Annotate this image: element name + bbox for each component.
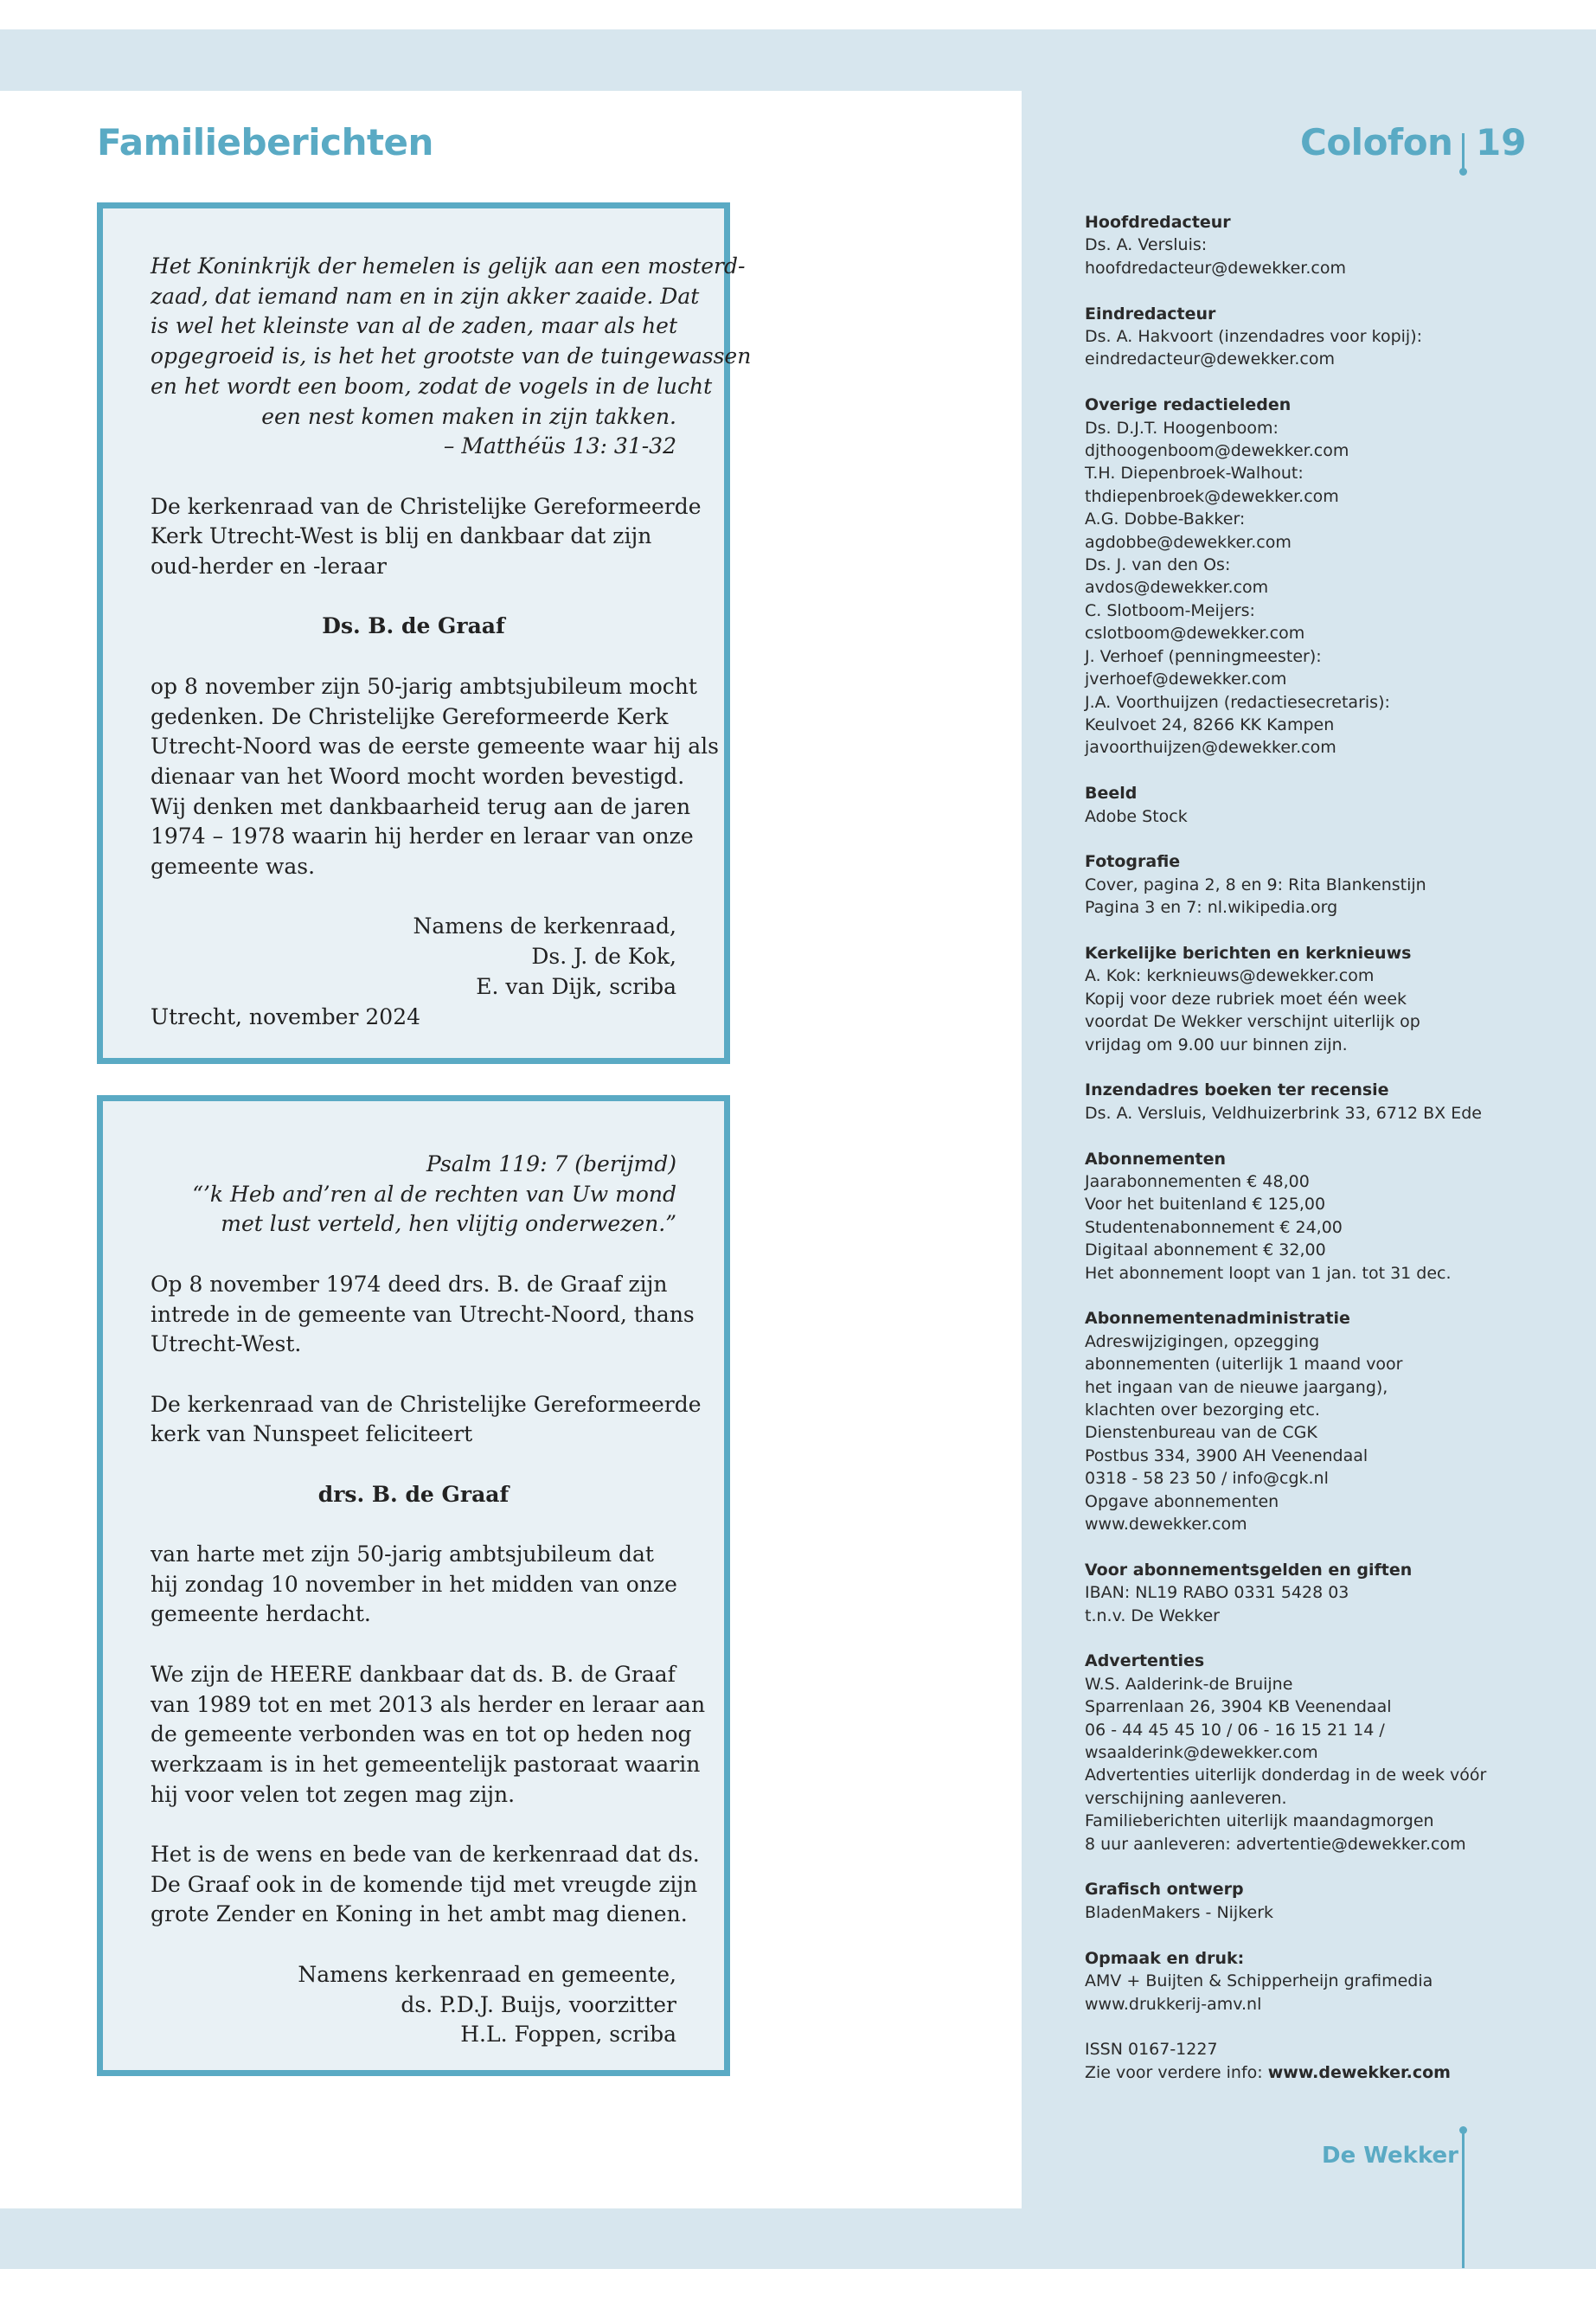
website-link[interactable]: www.dewekker.com bbox=[1267, 2062, 1451, 2082]
text-line: van harte met zijn 50-jarig ambtsjubileum dat bbox=[151, 1541, 654, 1567]
colofon-section bbox=[1085, 1307, 1569, 1535]
text-line: Het is de wens en bede van de kerkenraad dat ds. bbox=[151, 1842, 700, 1868]
signature-line: H.L. Foppen, scriba bbox=[460, 2022, 676, 2048]
colofon-section bbox=[1085, 1947, 1569, 2016]
colofon-line: djthoogenboom@dewekker.com bbox=[1085, 441, 1349, 461]
colofon-section bbox=[1085, 303, 1569, 371]
colofon-line: Ds. J. van den Os: bbox=[1085, 555, 1231, 575]
text-line: gedenken. De Christelijke Gereformeerde Kerk bbox=[151, 703, 669, 729]
top-band bbox=[0, 29, 1596, 91]
colofon-line: Digitaal abonnement € 32,00 bbox=[1085, 1240, 1326, 1260]
text-line: grote Zender en Koning in het ambt mag dienen. bbox=[151, 1901, 688, 1927]
colofon-line: Dienstenbureau van de CGK bbox=[1085, 1423, 1317, 1443]
colofon-section bbox=[1085, 1559, 1569, 1627]
colofon-line: IBAN: NL19 RABO 0331 5428 03 bbox=[1085, 1583, 1349, 1603]
colofon-line: BladenMakers - Nijkerk bbox=[1085, 1902, 1274, 1922]
colofon-line: AMV + Buijten & Schipperheijn grafimedia bbox=[1085, 1971, 1433, 1991]
text-line: 1974 – 1978 waarin hij herder en leraar van onze bbox=[151, 824, 694, 849]
quote-line: is wel het kleinste van al de zaden, maar als het bbox=[151, 313, 678, 339]
colofon-section-title: Eindredacteur bbox=[1085, 304, 1216, 324]
colofon-line: Ds. D.J.T. Hoogenboom: bbox=[1085, 418, 1279, 438]
colofon-line: klachten over bezorging etc. bbox=[1085, 1400, 1320, 1420]
text-line: Utrecht-West. bbox=[151, 1331, 302, 1357]
colofon-section-title: Fotografie bbox=[1085, 852, 1181, 872]
text-line: hij zondag 10 november in het midden van onze bbox=[151, 1571, 677, 1597]
signature-line: E. van Dijk, scriba bbox=[476, 973, 676, 999]
colofon-section-title: Grafisch ontwerp bbox=[1085, 1880, 1244, 1900]
colofon-section-title: Hoofdredacteur bbox=[1085, 213, 1231, 232]
notice-paragraph bbox=[151, 1390, 702, 1450]
signature-line: Ds. J. de Kok, bbox=[531, 944, 676, 970]
family-notice-2 bbox=[97, 1095, 730, 2076]
colofon-line: Postbus 334, 3900 AH Veenendaal bbox=[1085, 1445, 1368, 1465]
colofon-line: C. Slotboom-Meijers: bbox=[1085, 600, 1255, 620]
colofon-line: Jaarabonnementen € 48,00 bbox=[1085, 1171, 1310, 1191]
quote-line: en het wordt een boom, zodat de vogels in de lucht bbox=[151, 373, 713, 399]
colofon-line: voordat De Wekker verschijnt uiterlijk op bbox=[1085, 1012, 1420, 1032]
text-line: kerk van Nunspeet feliciteert bbox=[151, 1421, 473, 1447]
colofon-line: verschijning aanleveren. bbox=[1085, 1788, 1287, 1808]
colofon-line: Studentenabonnement € 24,00 bbox=[1085, 1217, 1343, 1237]
more-info bbox=[1085, 2061, 1569, 2084]
notice-paragraph bbox=[151, 1660, 706, 1811]
family-notice-1 bbox=[97, 202, 752, 1064]
colofon-line: eindredacteur@dewekker.com bbox=[1085, 349, 1335, 369]
colofon-line: J. Verhoef (penningmeester): bbox=[1085, 646, 1322, 666]
colofon-line: Pagina 3 en 7: nl.wikipedia.org bbox=[1085, 898, 1338, 918]
text-line: intrede in de gemeente van Utrecht-Noord, thans bbox=[151, 1301, 695, 1327]
colofon-line: jverhoef@dewekker.com bbox=[1085, 670, 1287, 689]
text-line: Op 8 november 1974 deed drs. B. de Graaf zijn bbox=[151, 1271, 668, 1297]
colofon-line: Advertenties uiterlijk donderdag in de week vóór bbox=[1085, 1766, 1487, 1785]
colofon-line: Familieberichten uiterlijk maandagmorgen bbox=[1085, 1811, 1434, 1831]
colofon-section bbox=[1085, 1148, 1569, 1285]
colofon-line: wsaalderink@dewekker.com bbox=[1085, 1743, 1318, 1763]
quote-line: “’k Heb and’ren al de rechten van Uw mond bbox=[192, 1181, 676, 1207]
colofon-section-title: Kerkelijke berichten en kerknieuws bbox=[1085, 943, 1412, 963]
colofon-line: Adreswijzigingen, opzegging bbox=[1085, 1331, 1320, 1351]
colofon-line: cslotboom@dewekker.com bbox=[1085, 624, 1305, 644]
text-line: gemeente was. bbox=[151, 854, 316, 880]
more-info-text: Zie voor verdere info: bbox=[1085, 2062, 1268, 2082]
quote-line: met lust verteld, hen vlijtig onderwezen.” bbox=[221, 1211, 676, 1237]
text-line: gemeente herdacht. bbox=[151, 1601, 371, 1627]
text-line: We zijn de HEERE dankbaar dat ds. B. de Graaf bbox=[151, 1661, 676, 1687]
quote-reference: – Matthéüs 13: 31-32 bbox=[443, 433, 676, 459]
text-line: De Graaf ook in de komende tijd met vreugde zijn bbox=[151, 1871, 698, 1897]
header-divider bbox=[1462, 133, 1465, 171]
text-line: Utrecht-Noord was de eerste gemeente waar hij als bbox=[151, 734, 719, 760]
colofon-line: 0318 - 58 23 50 / info@cgk.nl bbox=[1085, 1469, 1329, 1489]
jubilee-name: drs. B. de Graaf bbox=[317, 1481, 510, 1507]
colofon-line: Sparrenlaan 26, 3904 KB Veenendaal bbox=[1085, 1697, 1392, 1717]
colofon-section-title: Beeld bbox=[1085, 784, 1138, 804]
quote-reference: Psalm 119: 7 (berijmd) bbox=[426, 1151, 676, 1176]
text-line: De kerkenraad van de Christelijke Gereformeerde bbox=[151, 1391, 702, 1417]
colofon-line: hoofdredacteur@dewekker.com bbox=[1085, 258, 1346, 278]
colofon-section bbox=[1085, 1650, 1569, 1856]
colofon-section bbox=[1085, 1878, 1569, 1924]
header-divider-dot bbox=[1459, 168, 1467, 176]
text-line: werkzaam is in het gemeentelijk pastoraat waarin bbox=[151, 1751, 701, 1777]
colofon-section-title: Abonnementenadministratie bbox=[1085, 1309, 1350, 1329]
colofon-line: Opgave abonnementen bbox=[1085, 1491, 1279, 1511]
notice-intro bbox=[151, 492, 702, 582]
quote-line: zaad, dat iemand nam en in zijn akker zaaide. Dat bbox=[151, 283, 700, 309]
colofon-section-title: Opmaak en druk: bbox=[1085, 1948, 1245, 1968]
colofon-section-title: Abonnementen bbox=[1085, 1149, 1227, 1169]
colofon-line: T.H. Diepenbroek-Walhout: bbox=[1085, 464, 1304, 484]
footer-brand: De Wekker bbox=[1322, 2143, 1458, 2169]
notice-paragraph bbox=[151, 1270, 695, 1360]
place-date: Utrecht, november 2024 bbox=[151, 1003, 420, 1029]
footer-line bbox=[1462, 2130, 1465, 2268]
colofon-section-title: Inzendadres boeken ter recensie bbox=[1085, 1080, 1389, 1100]
notice-body bbox=[151, 672, 719, 882]
notice-signature bbox=[151, 1960, 676, 2050]
colofon-line: Ds. A. Versluis: bbox=[1085, 235, 1208, 255]
colofon-line: www.drukkerij-amv.nl bbox=[1085, 1994, 1262, 2014]
colofon-line: Ds. A. Versluis, Veldhuizerbrink 33, 6712 BX Ede bbox=[1085, 1103, 1482, 1123]
colofon-section-title: Advertenties bbox=[1085, 1651, 1205, 1671]
colofon-line: Cover, pagina 2, 8 en 9: Rita Blankenstijn bbox=[1085, 875, 1426, 894]
colofon-issn-block bbox=[1085, 2038, 1569, 2084]
colofon-section bbox=[1085, 1079, 1569, 1125]
bottom-band bbox=[0, 2208, 1596, 2269]
issn: ISSN 0167-1227 bbox=[1085, 2040, 1218, 2060]
signature-line: Namens kerkenraad en gemeente, bbox=[298, 1961, 676, 1987]
jubilee-name: Ds. B. de Graaf bbox=[322, 613, 505, 639]
quote-line: een nest komen maken in zijn takken. bbox=[261, 403, 676, 429]
text-line: Kerk Utrecht-West is blij en dankbaar dat zijn bbox=[151, 523, 652, 549]
colofon-line: Kopij voor deze rubriek moet één week bbox=[1085, 989, 1407, 1009]
colofon-line: Voor het buitenland € 125,00 bbox=[1085, 1195, 1326, 1215]
colofon-line: agdobbe@dewekker.com bbox=[1085, 532, 1292, 552]
colofon-line: javoorthuijzen@dewekker.com bbox=[1085, 738, 1336, 758]
text-line: dienaar van het Woord mocht worden bevestigd. bbox=[151, 763, 685, 789]
colofon-section bbox=[1085, 782, 1569, 828]
colofon-line: vrijdag om 9.00 uur binnen zijn. bbox=[1085, 1035, 1348, 1054]
colofon-line: het ingaan van de nieuwe jaargang), bbox=[1085, 1377, 1388, 1397]
colofon-section-title: Overige redactieleden bbox=[1085, 395, 1292, 415]
text-line: oud-herder en -leraar bbox=[151, 554, 387, 580]
colofon-line: A. Kok: kerknieuws@dewekker.com bbox=[1085, 966, 1375, 986]
page-number: 19 bbox=[1476, 121, 1527, 163]
signature-line: ds. P.D.J. Buijs, voorzitter bbox=[401, 1991, 676, 2017]
colofon-line: Het abonnement loopt van 1 jan. tot 31 dec. bbox=[1085, 1263, 1452, 1283]
colofon-line: Ds. A. Hakvoort (inzendadres voor kopij): bbox=[1085, 327, 1423, 347]
colofon-line: W.S. Aalderink-de Bruijne bbox=[1085, 1674, 1293, 1694]
notice-paragraph bbox=[151, 1840, 700, 1930]
colofon-line: A.G. Dobbe-Bakker: bbox=[1085, 510, 1246, 529]
psalm-quote bbox=[151, 1150, 676, 1240]
text-line: op 8 november zijn 50-jarig ambtsjubileum mocht bbox=[151, 673, 697, 699]
colofon-line: avdos@dewekker.com bbox=[1085, 578, 1269, 598]
colofon-section bbox=[1085, 211, 1569, 279]
quote-line: Het Koninkrijk der hemelen is gelijk aan een mosterd- bbox=[151, 253, 746, 279]
colofon bbox=[1085, 211, 1569, 2107]
colofon-sections bbox=[1085, 211, 1569, 2016]
colofon-line: Adobe Stock bbox=[1085, 806, 1188, 826]
text-line: hij voor velen tot zegen mag zijn. bbox=[151, 1781, 516, 1807]
text-line: de gemeente verbonden was en tot op heden nog bbox=[151, 1721, 692, 1747]
colofon-line: thdiepenbroek@dewekker.com bbox=[1085, 486, 1339, 506]
signature-line: Namens de kerkenraad, bbox=[413, 913, 676, 939]
colofon-line: abonnementen (uiterlijk 1 maand voor bbox=[1085, 1355, 1403, 1375]
colofon-line: Keulvoet 24, 8266 KK Kampen bbox=[1085, 715, 1335, 734]
colofon-section bbox=[1085, 942, 1569, 1056]
colofon-line: J.A. Voorthuijzen (redactiesecretaris): bbox=[1085, 692, 1390, 712]
text-line: van 1989 tot en met 2013 als herder en leraar aan bbox=[151, 1691, 706, 1717]
colofon-section bbox=[1085, 394, 1569, 760]
colofon-line: 8 uur aanleveren: advertentie@dewekker.com bbox=[1085, 1834, 1466, 1854]
colofon-section bbox=[1085, 850, 1569, 919]
notice-paragraph bbox=[151, 1540, 676, 1630]
colofon-line: www.dewekker.com bbox=[1085, 1515, 1247, 1535]
text-line: Wij denken met dankbaarheid terug aan de jaren bbox=[151, 793, 691, 819]
colofon-title: Colofon bbox=[1300, 121, 1453, 163]
colofon-line: t.n.v. De Wekker bbox=[1085, 1606, 1220, 1625]
notice-signature bbox=[151, 912, 676, 1002]
colofon-line: 06 - 44 45 45 10 / 06 - 16 15 21 14 / bbox=[1085, 1720, 1385, 1740]
colofon-section-title: Voor abonnementsgelden en giften bbox=[1085, 1560, 1413, 1580]
text-line: De kerkenraad van de Christelijke Gereformeerde bbox=[151, 493, 702, 519]
quote-line: opgegroeid is, is het het grootste van de tuingewassen bbox=[151, 343, 752, 369]
bible-quote bbox=[151, 252, 752, 462]
page-title: Familieberichten bbox=[97, 121, 433, 163]
